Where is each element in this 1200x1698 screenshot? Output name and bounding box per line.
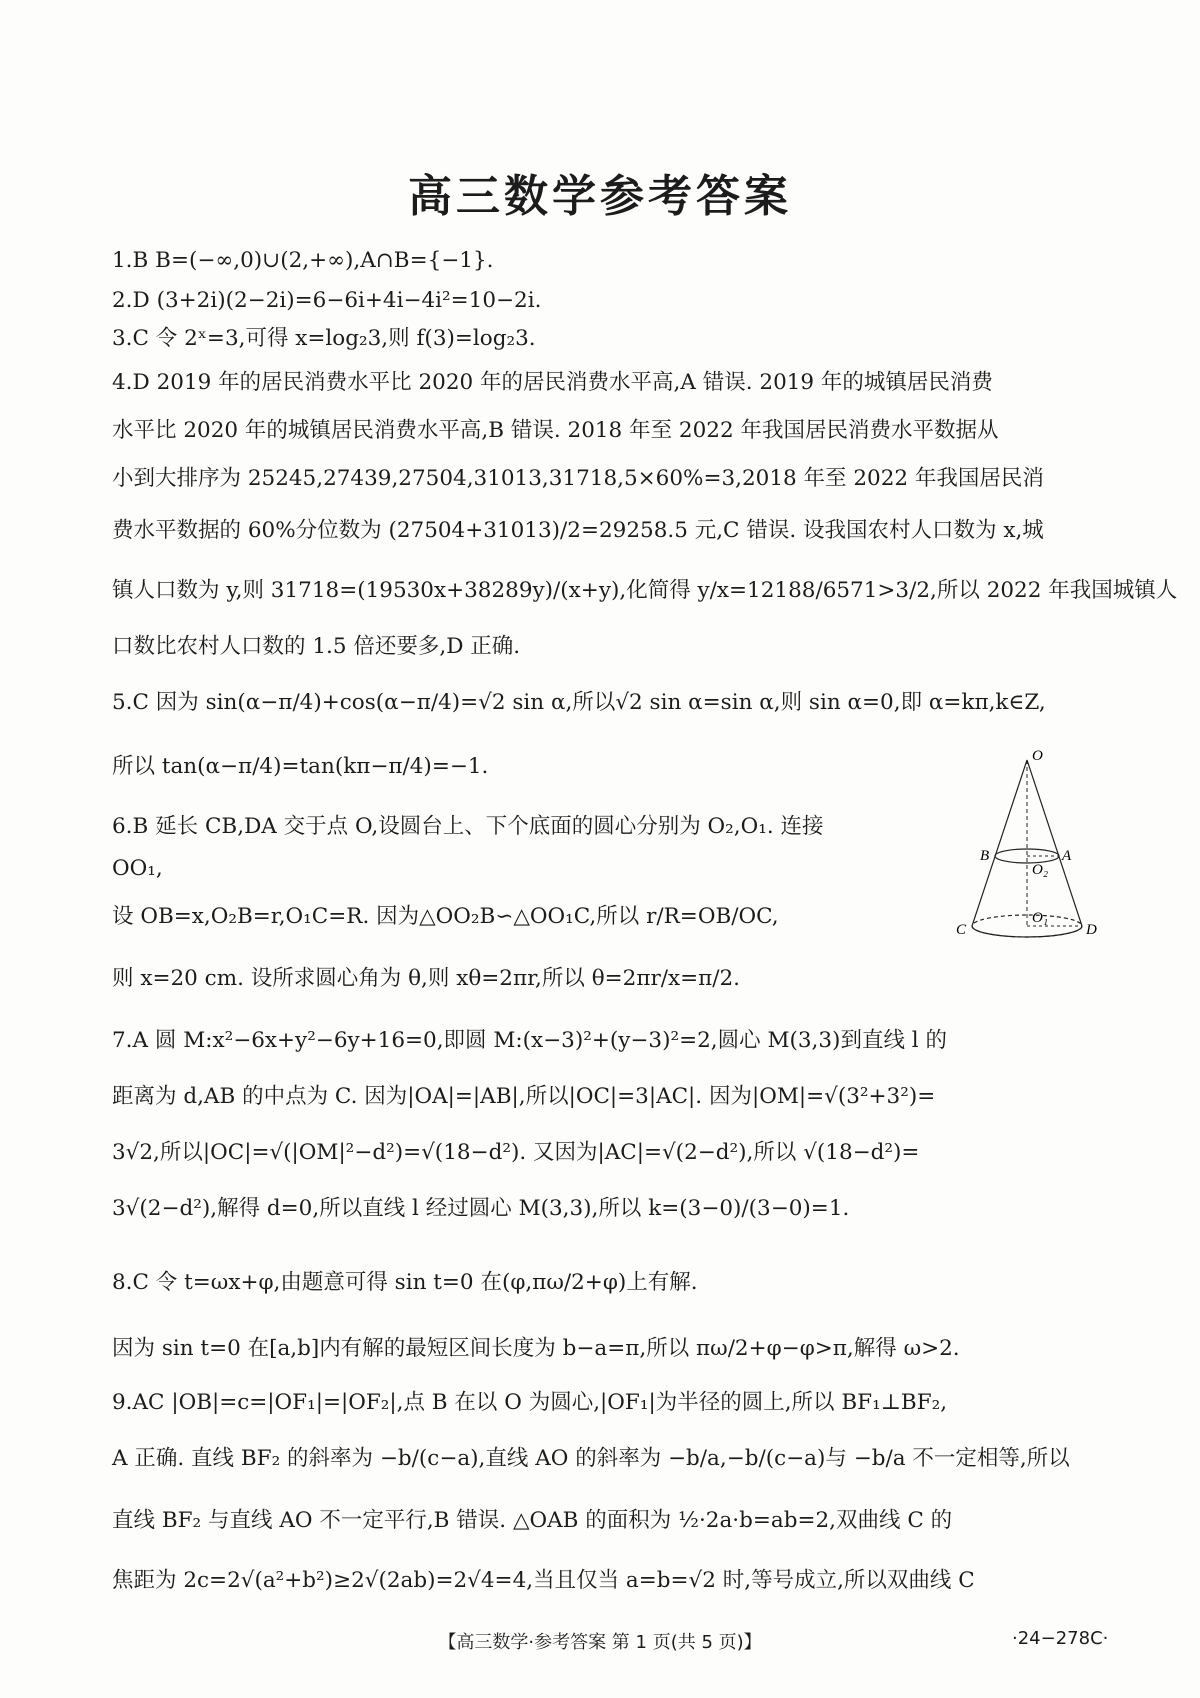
page-title: 高三数学参考答案 [408, 171, 792, 222]
answer-line: 9.AC |OB|=c=|OF₁|=|OF₂|,点 B 在以 O 为圆心,|OF₁|为半径的圆上,所以 BF₁⊥BF₂, [112, 1390, 948, 1415]
answer-line: A 正确. 直线 BF₂ 的斜率为 −b/(c−a),直线 AO 的斜率为 −b/a,−b/(c−a)与 −b/a 不一定相等,所以 [112, 1446, 1070, 1471]
label-A: A [1062, 848, 1072, 864]
label-D: D [1086, 922, 1097, 938]
answer-line: 1.B B=(−∞,0)∪(2,+∞),A∩B={−1}. [112, 248, 494, 273]
answer-line: 2.D (3+2i)(2−2i)=6−6i+4i−4i²=10−2i. [112, 288, 542, 313]
answer-line: OO₁, [112, 856, 163, 881]
answer-line: 水平比 2020 年的城镇居民消费水平高,B 错误. 2018 年至 2022 年我国居民消费水平数据从 [112, 418, 999, 443]
answer-line: 距离为 d,AB 的中点为 C. 因为|OA|=|AB|,所以|OC|=3|AC|. 因为|OM|=√(3²+3²)= [112, 1084, 936, 1109]
label-C: C [956, 922, 967, 938]
doc-code: ·24−278C· [1012, 1628, 1109, 1649]
page-footer: 【高三数学·参考答案 第 1 页(共 5 页)】 [438, 1632, 762, 1653]
answer-line: 直线 BF₂ 与直线 AO 不一定平行,B 错误. △OAB 的面积为 ½·2a·b=ab=2,双曲线 C 的 [112, 1508, 953, 1533]
frustum-cone-figure [952, 748, 1102, 948]
label-B: B [980, 848, 990, 864]
answer-line: 8.C 令 t=ωx+φ,由题意可得 sin t=0 在(φ,πω/2+φ)上有解. [112, 1270, 698, 1295]
label-O: O [1032, 748, 1043, 764]
label-O1: O₁ [1032, 910, 1049, 926]
answer-line: 6.B 延长 CB,DA 交于点 O,设圆台上、下个底面的圆心分别为 O₂,O₁. 连接 [112, 814, 824, 839]
answer-line: 3√2,所以|OC|=√(|OM|²−d²)=√(18−d²). 又因为|AC|=√(2−d²),所以 √(18−d²)= [112, 1140, 920, 1165]
answer-line: 镇人口数为 y,则 31718=(19530x+38289y)/(x+y),化简得 y/x=12188/6571>3/2,所以 2022 年我国城镇人 [112, 578, 1178, 603]
answer-line: 7.A 圆 M:x²−6x+y²−6y+16=0,即圆 M:(x−3)²+(y−3)²=2,圆心 M(3,3)到直线 l 的 [112, 1028, 947, 1053]
answer-line: 3.C 令 2ˣ=3,可得 x=log₂3,则 f(3)=log₂3. [112, 326, 536, 351]
answer-line: 焦距为 2c=2√(a²+b²)≥2√(2ab)=2√4=4,当且仅当 a=b=√2 时,等号成立,所以双曲线 C [112, 1568, 975, 1593]
answer-line: 小到大排序为 25245,27439,27504,31013,31718,5×60%=3,2018 年至 2022 年我国居民消 [112, 466, 1044, 491]
answer-line: 所以 tan(α−π/4)=tan(kπ−π/4)=−1. [112, 754, 489, 779]
answer-line: 则 x=20 cm. 设所求圆心角为 θ,则 xθ=2πr,所以 θ=2πr/x=π/2. [112, 966, 741, 991]
answer-line: 5.C 因为 sin(α−π/4)+cos(α−π/4)=√2 sin α,所以√2 sin α=sin α,则 sin α=0,即 α=kπ,k∈Z, [112, 690, 1046, 715]
answer-line: 3√(2−d²),解得 d=0,所以直线 l 经过圆心 M(3,3),所以 k=(3−0)/(3−0)=1. [112, 1196, 850, 1221]
answer-line: 口数比农村人口数的 1.5 倍还要多,D 正确. [112, 634, 521, 659]
answer-line: 费水平数据的 60%分位数为 (27504+31013)/2=29258.5 元,C 错误. 设我国农村人口数为 x,城 [112, 518, 1044, 543]
label-O2: O₂ [1032, 862, 1049, 878]
answer-line: 4.D 2019 年的居民消费水平比 2020 年的居民消费水平高,A 错误. 2019 年的城镇居民消费 [112, 370, 993, 395]
answer-line: 因为 sin t=0 在[a,b]内有解的最短区间长度为 b−a=π,所以 πω/2+φ−φ>π,解得 ω>2. [112, 1336, 960, 1361]
answer-line: 设 OB=x,O₂B=r,O₁C=R. 因为△OO₂B∽△OO₁C,所以 r/R=OB/OC, [112, 904, 779, 929]
